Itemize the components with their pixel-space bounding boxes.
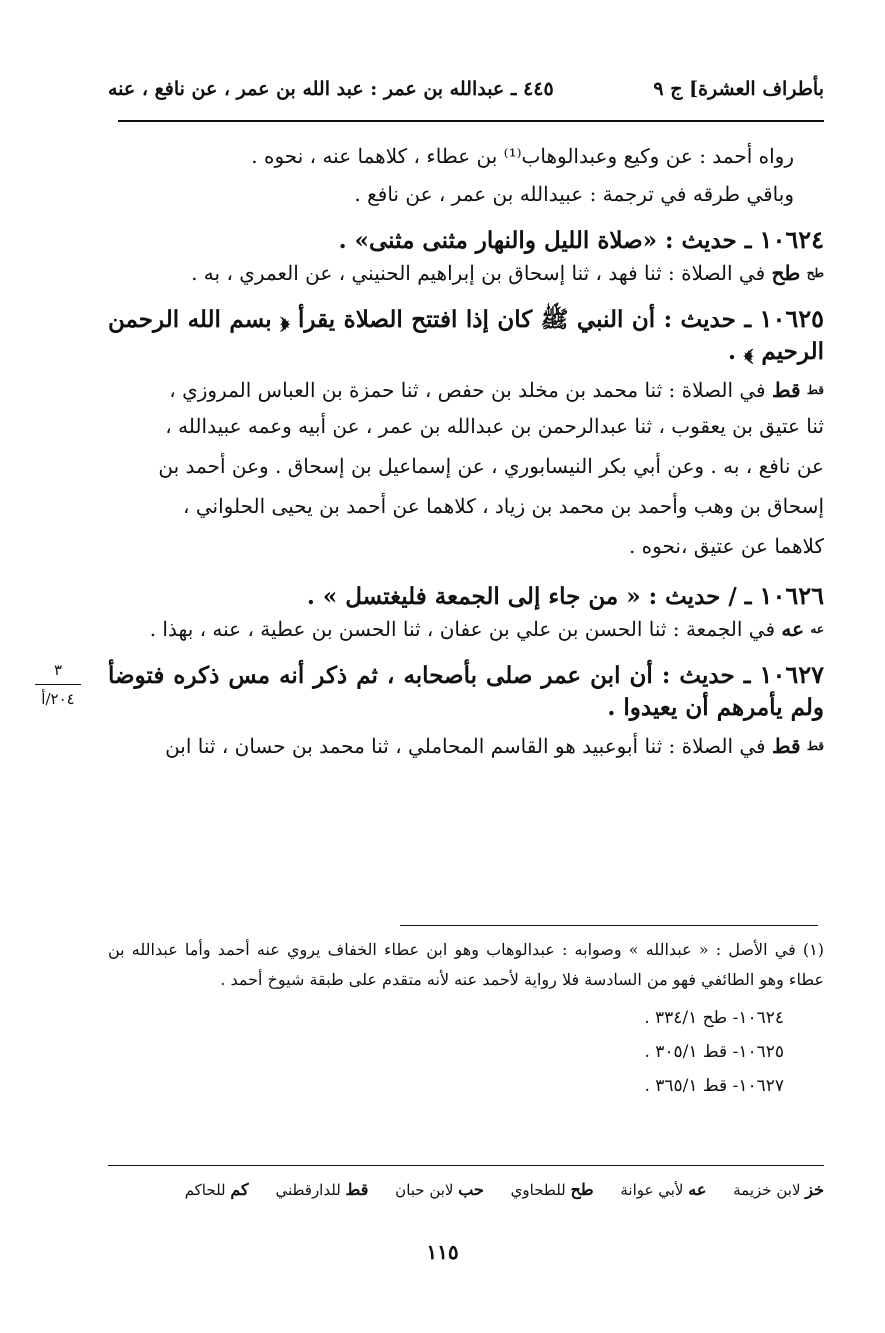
hadith-10626-heading: [108, 580, 824, 613]
footnote-separator: [400, 925, 818, 926]
page-number: ١١٥: [426, 1240, 459, 1264]
margin-note-top: ٣: [53, 661, 63, 679]
intro-line-1: رواه أحمد : عن وكيع وعبدالوهاب⁽¹⁾ بن عطاء ، كلاهما عنه ، نحوه .: [251, 144, 794, 168]
margin-note-bottom: ٢٠٤/أ: [41, 690, 75, 708]
chain-text: في الجمعة : ثنا الحسن بن علي بن عفان ، ثنا الحسن بن عطية ، عنه ، بهذا .: [149, 617, 776, 641]
chain-source: عه: [781, 617, 805, 641]
legend-item: طح للطحاوي: [510, 1180, 594, 1199]
hadith-text: ـ حديث : أن النبي ﷺ كان إذا افتتح الصلاة يقرأ ﴿ بسم الله الرحمن الرحيم ﴾ .: [108, 306, 824, 365]
chain-source: قط: [771, 734, 801, 758]
hadith-text: ـ حديث : أن ابن عمر صلى بأصحابه ، ثم ذكر أنه مس ذكره فتوضأ ولم يأمرهم أن يعيدوا .: [108, 662, 824, 721]
hadith-10625-heading: [108, 303, 824, 368]
hadith-10627-chain: [108, 730, 824, 762]
hadith-10624-heading: [108, 224, 824, 257]
header-rule: [118, 120, 824, 122]
source-symbol: قط: [806, 739, 824, 753]
source-symbol: طح: [806, 266, 824, 280]
footnotes: [108, 935, 824, 1103]
footnote-ref: ١٠٦٢٥- قط ٣٠٥/١ .: [644, 1042, 784, 1062]
hadith-10624-chain: [108, 257, 824, 289]
abbreviation-legend: [108, 1180, 824, 1199]
source-symbol: قط: [806, 383, 824, 397]
legend-item: عه لأبي عوانة: [620, 1180, 707, 1199]
hadith-text: ـ حديث : «صلاة الليل والنهار مثنى مثنى» .: [338, 227, 752, 254]
intro-line-2: وباقي طرقه في ترجمة : عبيدالله بن عمر ، عن نافع .: [354, 182, 794, 206]
source-symbol: عه: [810, 622, 824, 636]
main-text: [108, 140, 824, 762]
footnote-1: (١) في الأصل : « عبدالله » وصوابه : عبدالوهاب وهو ابن عطاء الخفاف يروي عنه أحمد وأما عبدالله بن عطاء وهو الطائفي فهو من السادسة فلا رواية لأحمد عنه لأنه متقدم على طبقة شيوخ أحمد .: [108, 940, 825, 989]
legend-item: كم للحاكم: [184, 1180, 249, 1199]
hadith-number: ١٠٦٢٧: [759, 660, 824, 689]
section-title: ٤٤٥ ـ عبدالله بن عمر : عبد الله بن عمر ، عن نافع ، عنه: [108, 78, 554, 100]
margin-note-divider: [35, 684, 81, 685]
legend-item: خز لابن خزيمة: [733, 1180, 824, 1199]
chain-text: في الصلاة : ثنا أبوعبيد هو القاسم المحاملي ، ثنا محمد بن حسان ، ثنا ابن: [165, 734, 766, 758]
book-title: بأطراف العشرة] ج ٩: [653, 78, 824, 100]
chain-line: في الصلاة : ثنا محمد بن مخلد بن حفص ، ثنا حمزة بن العباس المروزي ،: [169, 378, 766, 402]
hadith-10627-heading: [108, 659, 824, 724]
hadith-number: ١٠٦٢٥: [759, 304, 824, 333]
footnote-ref: ١٠٦٢٤- طح ٣٣٤/١ .: [644, 1008, 784, 1028]
chain-line: عن نافع ، به . وعن أبي بكر النيسابوري ، عن إسماعيل بن إسحاق . وعن أحمد بن: [158, 454, 824, 478]
hadith-10626-chain: [108, 613, 824, 645]
hadith-number: ١٠٦٢٦: [759, 581, 824, 610]
chain-source: طح: [771, 261, 801, 285]
chain-line: إسحاق بن وهب وأحمد بن محمد بن زياد ، كلاهما عن أحمد بن يحيى الحلواني ،: [183, 494, 824, 518]
margin-folio-note: [28, 660, 88, 709]
chain-line: كلاهما عن عتيق ،نحوه .: [628, 534, 824, 558]
footnote-ref: ١٠٦٢٧- قط ٣٦٥/١ .: [644, 1076, 784, 1096]
legend-item: حب لابن حبان: [395, 1180, 484, 1199]
hadith-number: ١٠٦٢٤: [759, 225, 824, 254]
legend-rule: [108, 1165, 824, 1166]
hadith-10625-chain: [108, 374, 824, 406]
chain-line: ثنا عتيق بن يعقوب ، ثنا عبدالرحمن بن عبدالله بن عمر ، عن أبيه وعمه عبيدالله ،: [165, 414, 824, 438]
chain-text: في الصلاة : ثنا فهد ، ثنا إسحاق بن إبراهيم الحنيني ، عن العمري ، به .: [191, 261, 766, 285]
chain-source: قط: [771, 378, 801, 402]
hadith-text: ـ / حديث : « من جاء إلى الجمعة فليغتسل » .: [306, 583, 752, 610]
running-header: [108, 70, 824, 110]
legend-item: قط للدارقطني: [275, 1180, 369, 1199]
